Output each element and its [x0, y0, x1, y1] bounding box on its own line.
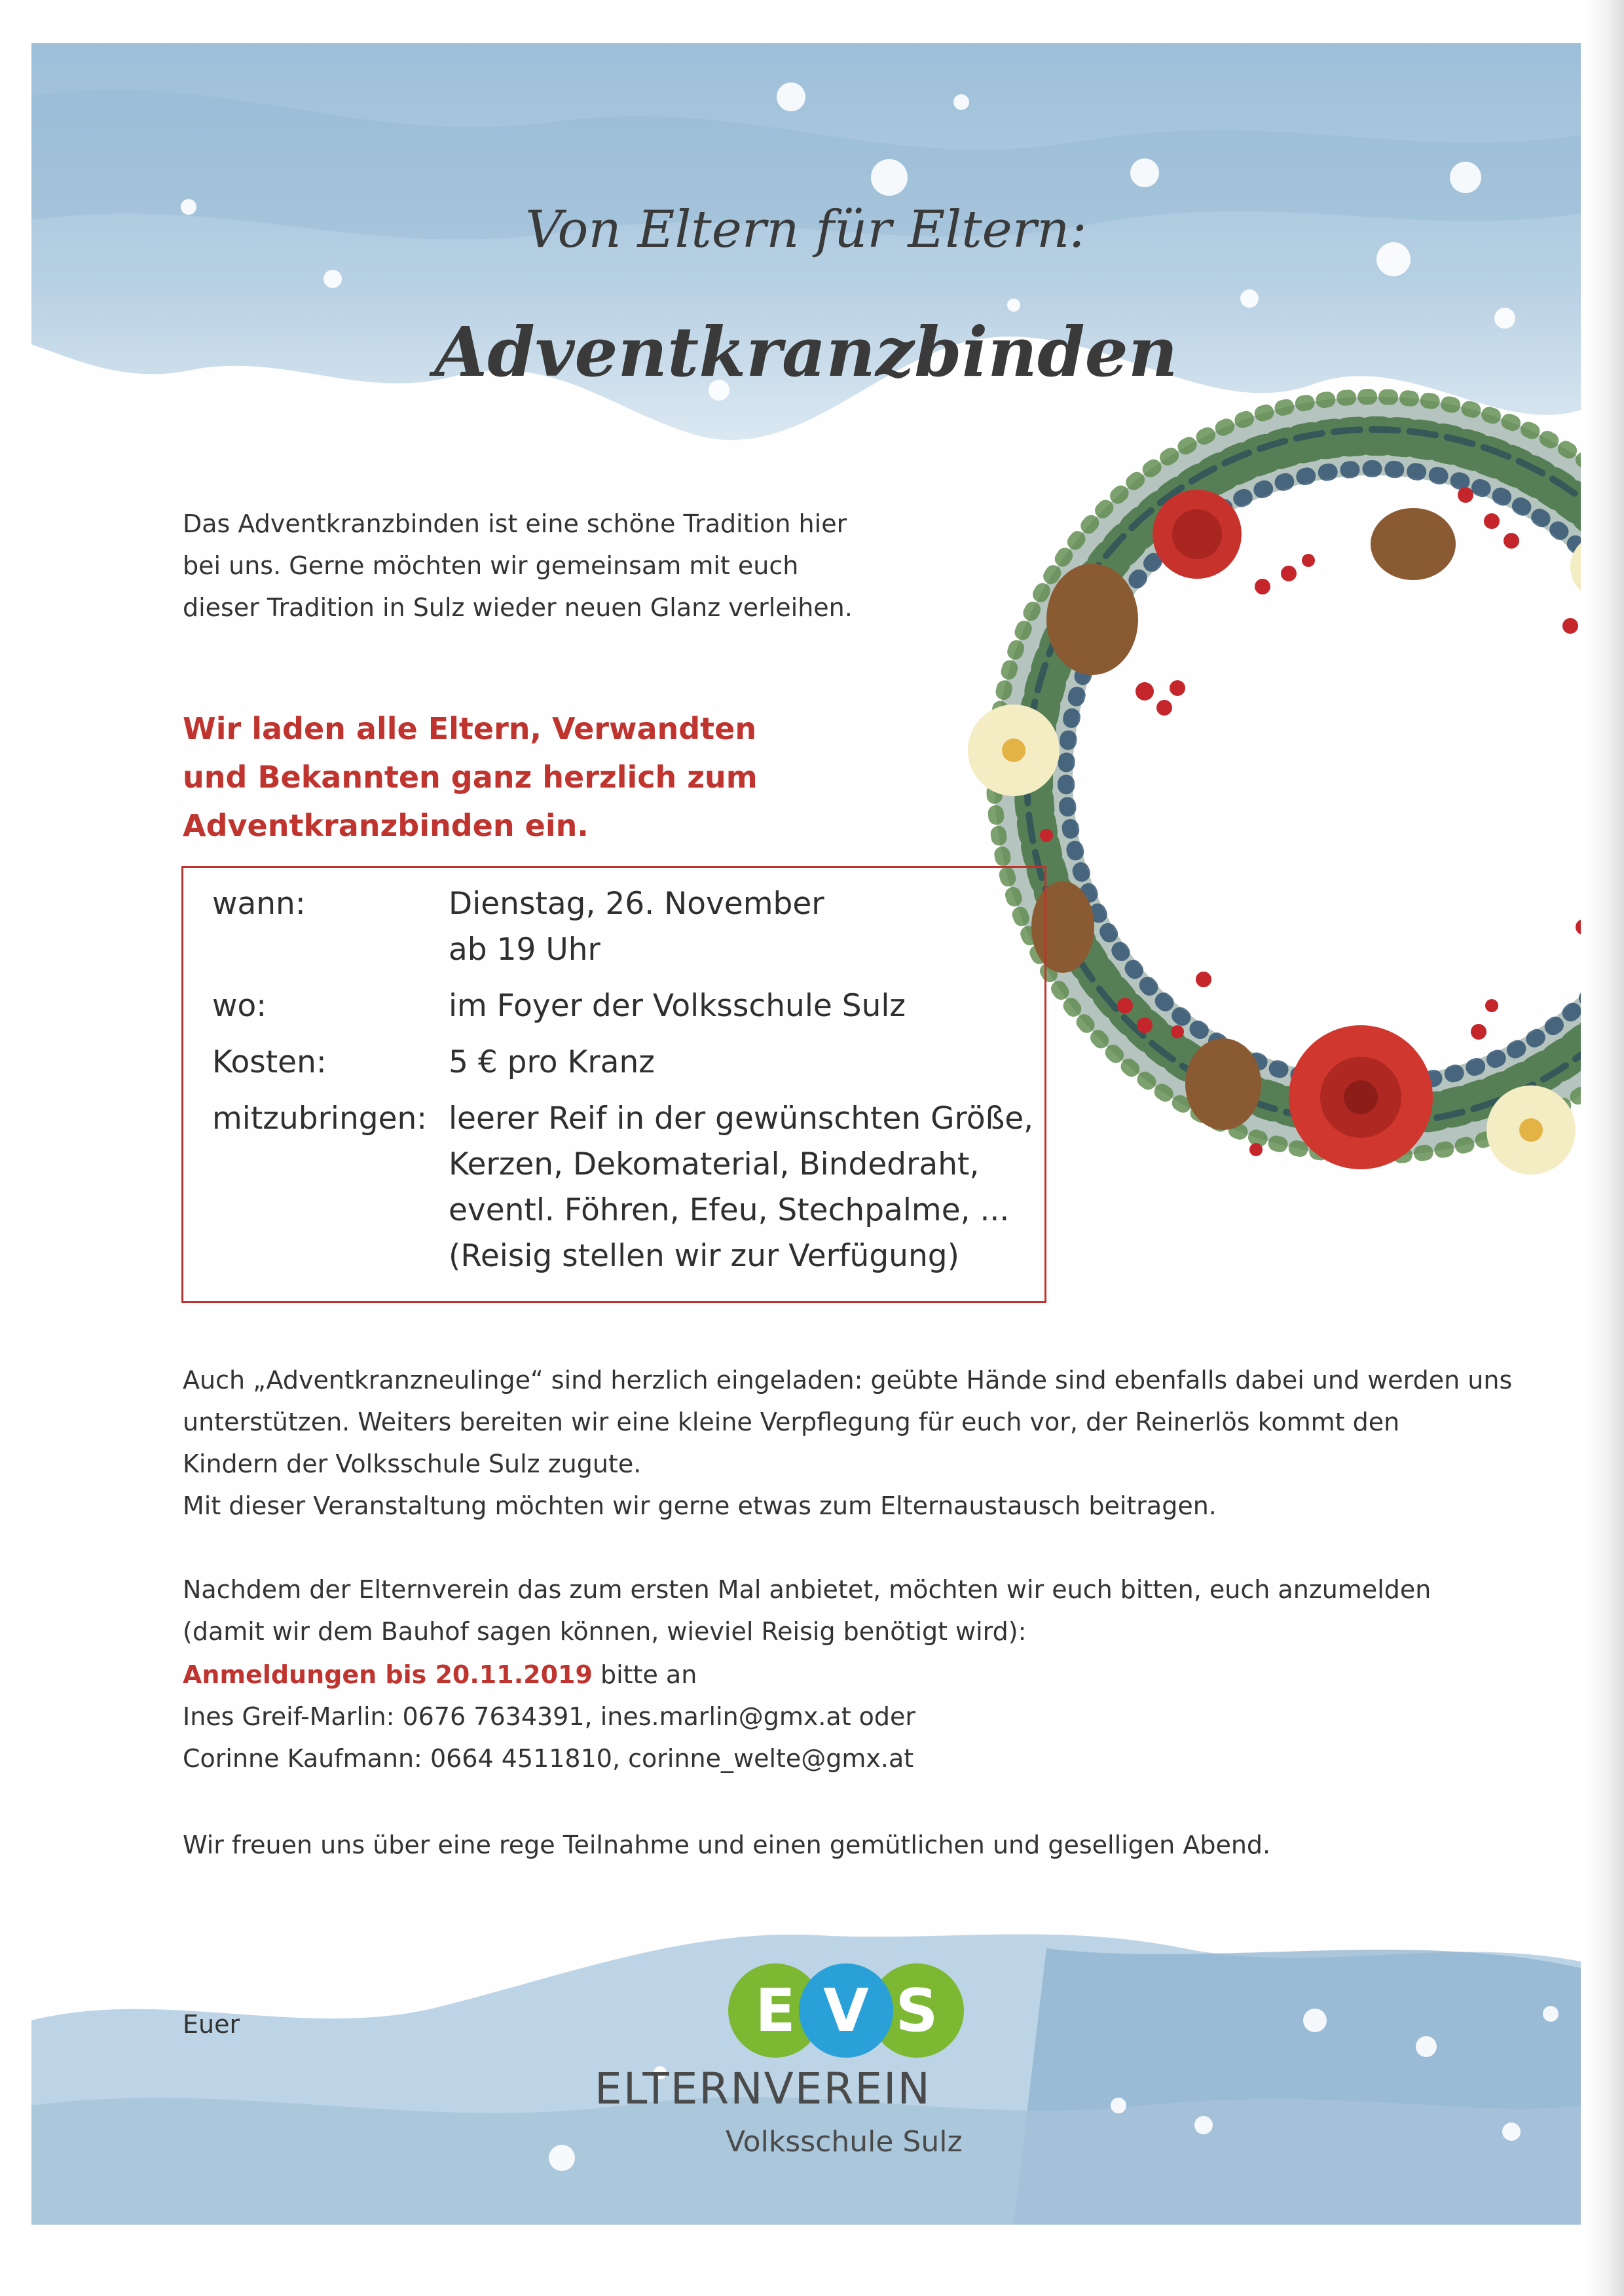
bring-value: (Reisig stellen wir zur Verfügung)	[449, 1238, 959, 1274]
signature-euer: Euer	[183, 2010, 240, 2039]
contact-corinne: Corinne Kaufmann: 0664 4511810, corinne_welte@gmx.at	[183, 1744, 914, 1773]
registration-paragraph	[183, 1569, 1525, 1652]
flyer-page	[31, 43, 1581, 2225]
logo-letter-v: V	[823, 1977, 869, 2045]
cost-label: Kosten:	[212, 1044, 327, 1080]
closing-line: Wir freuen uns über eine rege Teilnahme und einen gemütlichen und geselligen Abend.	[183, 1831, 1271, 1859]
evs-logo	[595, 1961, 1014, 2210]
contact-ines: Ines Greif-Marlin: 0676 7634391, ines.marlin@gmx.at oder	[183, 1702, 916, 1731]
evs-logo-mark	[728, 1961, 964, 2060]
logo-letter-s: S	[895, 1977, 938, 2045]
paragraph-line: Auch „Adventkranzneulinge“ sind herzlich eingeladen: geübte Hände sind ebenfalls dabei und werden uns	[183, 1366, 1513, 1394]
intro-paragraph	[183, 503, 936, 629]
invitation-text	[183, 704, 838, 850]
registration-deadline: Anmeldungen bis 20.11.2019	[183, 1660, 593, 1689]
paragraph-line: Mit dieser Veranstaltung möchten wir gerne etwas zum Elternaustausch beitragen.	[183, 1491, 1217, 1520]
where-label: wo:	[212, 988, 267, 1024]
intro-line: bei uns. Gerne möchten wir gemeinsam mit euch	[183, 551, 799, 580]
cost-value: 5 € pro Kranz	[449, 1044, 655, 1080]
invitation-line: und Bekannten ganz herzlich zum	[183, 759, 758, 795]
bring-value: Kerzen, Dekomaterial, Bindedraht,	[449, 1146, 980, 1182]
info-paragraph	[183, 1359, 1525, 1527]
intro-line: dieser Tradition in Sulz wieder neuen Glanz verleihen.	[183, 593, 853, 622]
logo-title: ELTERNVEREIN	[595, 2064, 931, 2114]
paragraph-line: Nachdem der Elternverein das zum ersten Mal anbietet, möchten wir euch bitten, euch anzumelden	[183, 1575, 1431, 1604]
intro-line: Das Adventkranzbinden ist eine schöne Tradition hier	[183, 509, 847, 538]
when-time-value: ab 19 Uhr	[449, 932, 600, 968]
when-value: Dienstag, 26. November	[449, 886, 824, 922]
where-value: im Foyer der Volksschule Sulz	[449, 988, 906, 1024]
scan-edge-shadow	[1585, 0, 1624, 2296]
invitation-line: Wir laden alle Eltern, Verwandten	[183, 711, 757, 746]
event-details-box	[181, 866, 1046, 1303]
paragraph-line: (damit wir dem Bauhof sagen können, wieviel Reisig benötigt wird):	[183, 1617, 1027, 1646]
paragraph-line: unterstützen. Weiters bereiten wir eine kleine Verpflegung für euch vor, der Reinerlös kommt den	[183, 1408, 1400, 1436]
logo-subtitle: Volksschule Sulz	[726, 2125, 963, 2159]
paragraph-line: Kindern der Volksschule Sulz zugute.	[183, 1449, 642, 1478]
flyer-subtitle: Von Eltern für Eltern:	[525, 200, 1087, 259]
registration-contacts	[183, 1654, 1525, 1779]
bring-value: leerer Reif in der gewünschten Größe,	[449, 1101, 1034, 1137]
invitation-line: Adventkranzbinden ein.	[183, 808, 589, 843]
flyer-title: Adventkranzbinden	[434, 312, 1178, 392]
registration-line	[183, 1654, 1525, 1696]
bring-value: eventl. Föhren, Efeu, Stechpalme, ...	[449, 1192, 1010, 1228]
logo-letter-e: E	[755, 1977, 796, 2045]
when-label: wann:	[212, 886, 306, 922]
bring-label: mitzubringen:	[212, 1101, 428, 1137]
registration-rest: bitte an	[592, 1660, 697, 1689]
